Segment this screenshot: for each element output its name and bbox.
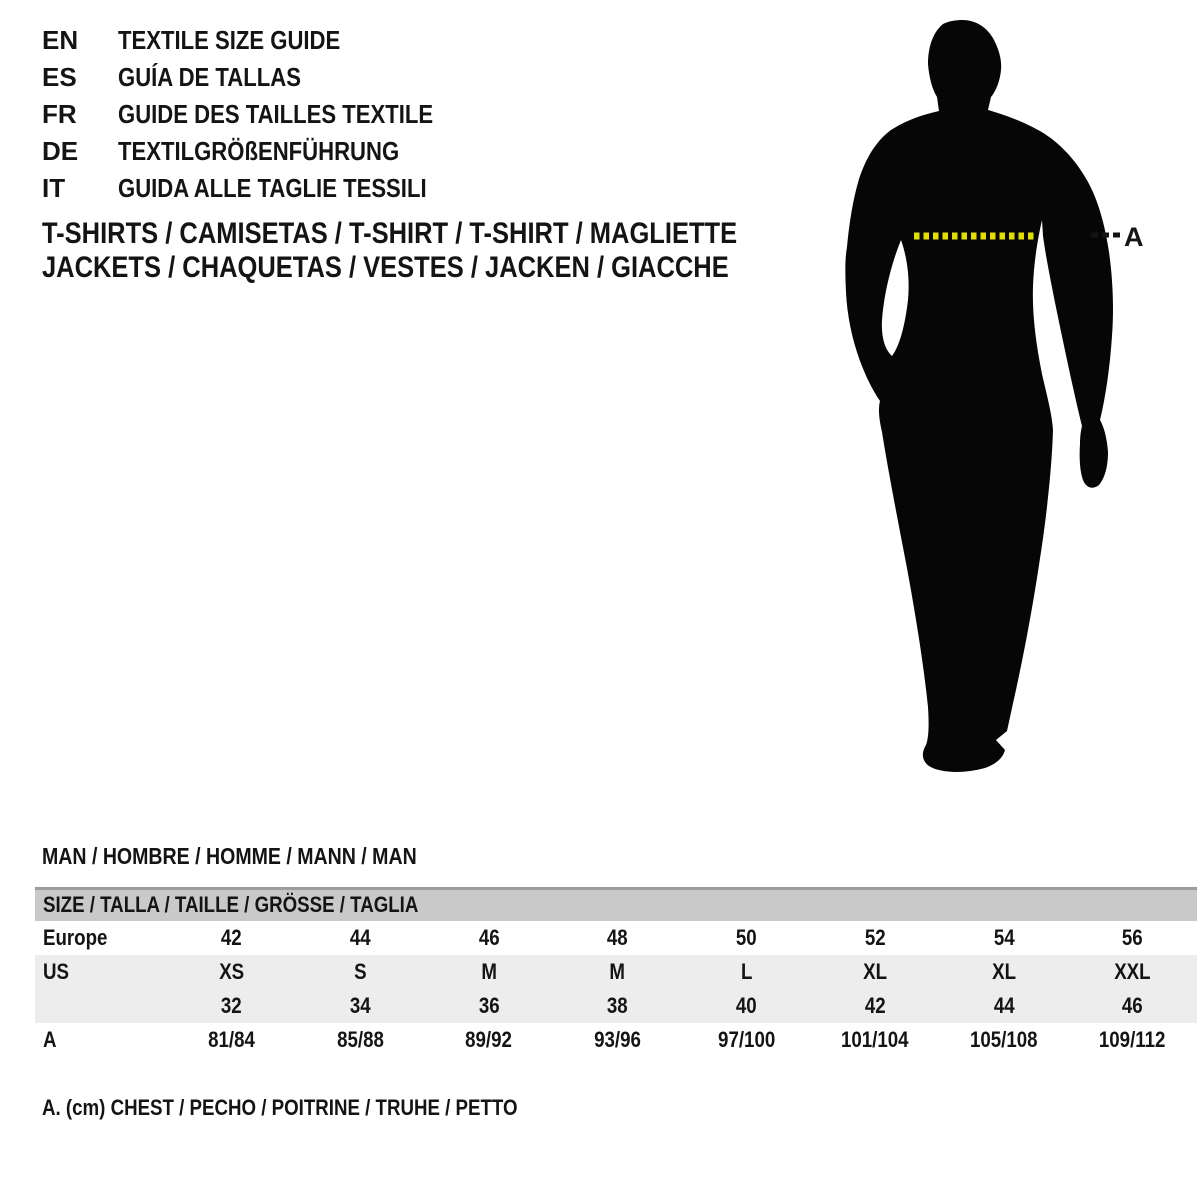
language-title: TEXTILGRÖßENFÜHRUNG [118,136,400,166]
language-row-de [42,133,489,170]
language-code: FR [42,99,77,129]
section-title-man: MAN / HOMBRE / HOMME / MANN / MAN [42,843,417,869]
measure-label-a: A [1124,222,1144,252]
size-table [35,921,1197,1057]
language-code: DE [42,136,79,166]
size-value: 105/108 [970,1027,1038,1052]
size-value: 89/92 [465,1027,513,1052]
size-value: S [353,959,367,984]
size-value: XL [991,959,1016,984]
size-value: M [609,959,626,984]
size-value: 42 [864,993,886,1018]
silhouette-figure [820,0,1190,800]
size-value: 109/112 [1099,1027,1166,1052]
row-label: Europe [43,925,108,950]
size-value: 50 [735,925,757,950]
language-row-it [42,170,489,207]
language-legend [42,22,489,207]
size-table-header-bar [35,887,1197,921]
size-value: 101/104 [841,1027,909,1052]
size-value: 46 [1122,993,1144,1018]
category-line-tshirts: T-SHIRTS / CAMISETAS / T-SHIRT / T-SHIRT / MAGLIETTE [42,217,738,250]
size-table-header: SIZE / TALLA / TAILLE / GRÖSSE / TAGLIA [43,892,419,917]
size-value: 36 [478,993,500,1018]
size-value: 38 [607,993,629,1018]
size-value: 54 [993,925,1015,950]
language-row-fr [42,96,489,133]
size-value: 52 [864,925,886,950]
size-value: M [481,959,497,984]
table-row-us [35,955,1197,989]
size-value: 56 [1122,925,1144,950]
category-line-jackets: JACKETS / CHAQUETAS / VESTES / JACKEN / GIACCHE [42,251,729,284]
size-value: 46 [478,925,500,950]
size-value: 93/96 [594,1027,642,1052]
size-value: XXL [1114,959,1151,984]
size-value: XS [218,959,244,984]
row-label: A [43,1027,57,1052]
language-code: ES [42,62,77,92]
language-row-es [42,59,489,96]
size-value: 97/100 [717,1027,775,1052]
size-value: XL [863,959,888,984]
row-label: US [43,959,69,984]
measure-footnote: A. (cm) CHEST / PECHO / POITRINE / TRUHE / PETTO [42,1095,518,1120]
size-value: 85/88 [336,1027,384,1052]
table-row-europe [35,921,1197,955]
language-title: GUIDE DES TAILLES TEXTILE [118,99,434,129]
language-title: GUIDA ALLE TAGLIE TESSILI [118,173,427,203]
language-code: IT [42,173,66,203]
language-title: TEXTILE SIZE GUIDE [118,25,341,55]
language-title: GUÍA DE TALLAS [118,62,301,92]
size-value: 32 [220,993,242,1018]
size-value: L [740,959,753,984]
size-value: 40 [735,993,757,1018]
garment-categories [42,217,860,285]
language-code: EN [42,25,79,55]
size-value: 48 [607,925,629,950]
size-value: 44 [349,925,371,950]
table-row-us-numeric [35,989,1197,1023]
man-silhouette [845,20,1113,772]
size-value: 81/84 [207,1027,255,1052]
size-value: 34 [349,993,371,1018]
size-value: 44 [993,993,1015,1018]
table-row-chest-cm [35,1023,1197,1057]
size-value: 42 [220,925,242,950]
language-row-en [42,22,489,59]
